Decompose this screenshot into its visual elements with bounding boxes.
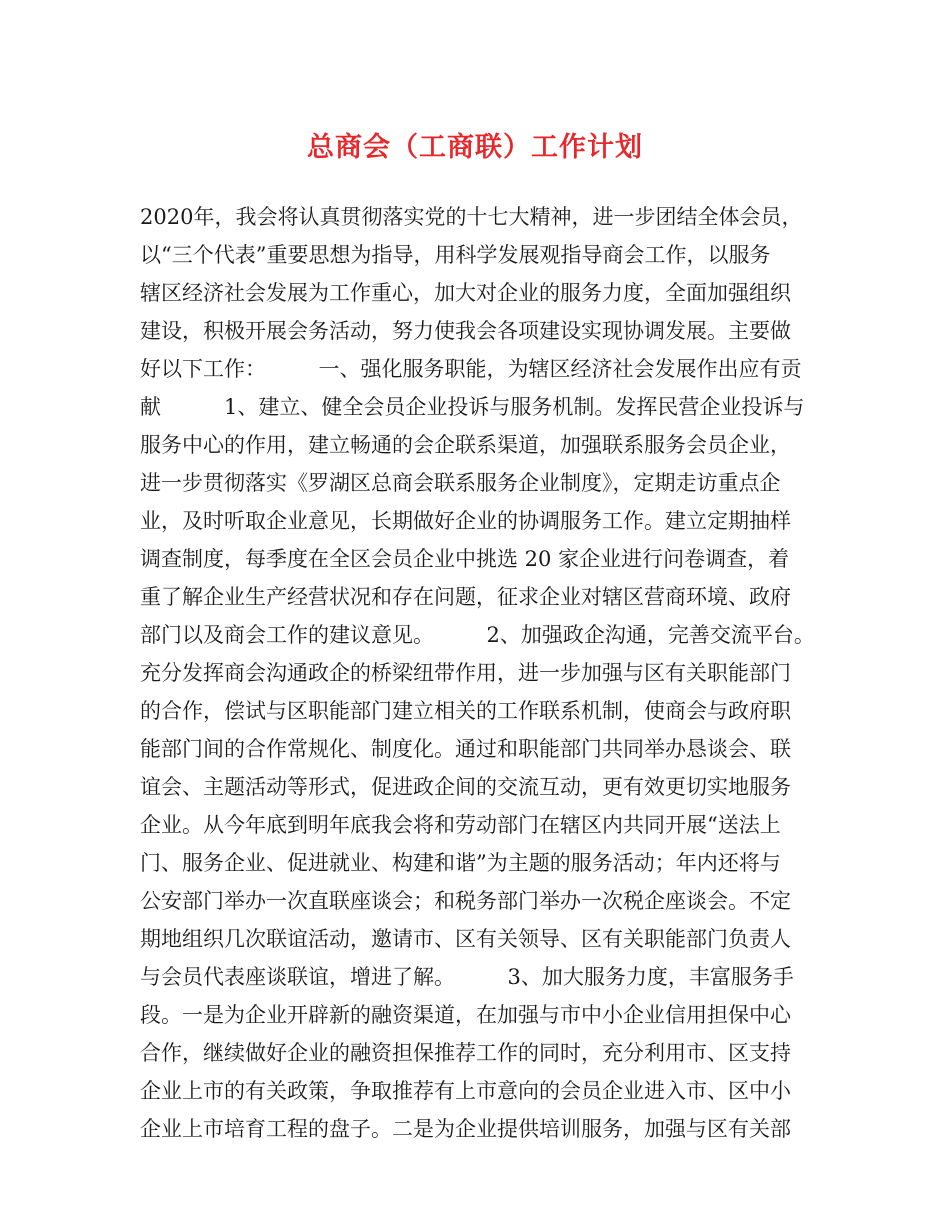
body-line: 充分发挥商会沟通政企的桥梁纽带作用，进一步加强与区有关职能部门 (140, 661, 791, 685)
body-line: 服务中心的作用，建立畅通的会企联系渠道，加强联系服务会员企业， (140, 433, 791, 457)
body-line: 献 1、建立、健全会员企业投诉与服务机制。发挥民营企业投诉与 (140, 395, 805, 419)
body-line: 的合作，偿试与区职能部门建立相关的工作联系机制，使商会与政府职 (140, 699, 791, 723)
document-title: 总商会（工商联）工作计划 (307, 132, 643, 163)
body-line: 合作，继续做好企业的融资担保推荐工作的同时，充分利用市、区支持 (140, 1041, 791, 1065)
body-line: 企业。从今年底到明年底我会将和劳动部门在辖区内共同开展“送法上 (140, 813, 781, 837)
body-line: 段。一是为企业开辟新的融资渠道，在加强与市中小企业信用担保中心 (140, 1003, 791, 1027)
body-line: 期地组织几次联谊活动，邀请市、区有关领导、区有关职能部门负责人 (140, 927, 791, 951)
body-line: 辖区经济社会发展为工作重心，加大对企业的服务力度，全面加强组织 (140, 281, 791, 305)
body-line: 好以下工作： 一、强化服务职能，为辖区经济社会发展作出应有贡 (140, 357, 802, 381)
document-body (140, 198, 830, 1148)
body-line: 重了解企业生产经营状况和存在问题，征求企业对辖区营商环境、政府 (140, 585, 791, 609)
body-line: 2020年，我会将认真贯彻落实党的十七大精神，进一步团结全体会员， (140, 205, 803, 229)
body-line: 建设，积极开展会务活动，努力使我会各项建设实现协调发展。主要做 (140, 319, 791, 343)
body-line: 以“三个代表”重要思想为指导，用科学发展观指导商会工作，以服务 (140, 243, 771, 267)
body-line: 部门以及商会工作的建议意见。 2、加强政企沟通，完善交流平台。 (140, 623, 815, 647)
body-line: 谊会、主题活动等形式，促进政企间的交流互动，更有效更切实地服务 (140, 775, 791, 799)
body-line: 公安部门举办一次直联座谈会；和税务部门举办一次税企座谈会。不定 (140, 889, 791, 913)
body-line: 门、服务企业、促进就业、构建和谐”为主题的服务活动；年内还将与 (140, 851, 781, 875)
body-line: 业，及时听取企业意见，长期做好企业的协调服务工作。建立定期抽样 (140, 509, 791, 533)
body-line: 企业上市培育工程的盘子。二是为企业提供培训服务，加强与区有关部 (140, 1117, 791, 1141)
body-line: 调查制度，每季度在全区会员企业中挑选 20 家企业进行问卷调查，着 (140, 547, 790, 571)
body-line: 能部门间的合作常规化、制度化。通过和职能部门共同举办恳谈会、联 (140, 737, 791, 761)
body-line: 与会员代表座谈联谊，增进了解。 3、加大服务力度，丰富服务手 (140, 965, 794, 989)
body-line: 企业上市的有关政策，争取推荐有上市意向的会员企业进入市、区中小 (140, 1079, 791, 1103)
body-line: 进一步贯彻落实《罗湖区总商会联系服务企业制度》，定期走访重点企 (140, 471, 781, 495)
